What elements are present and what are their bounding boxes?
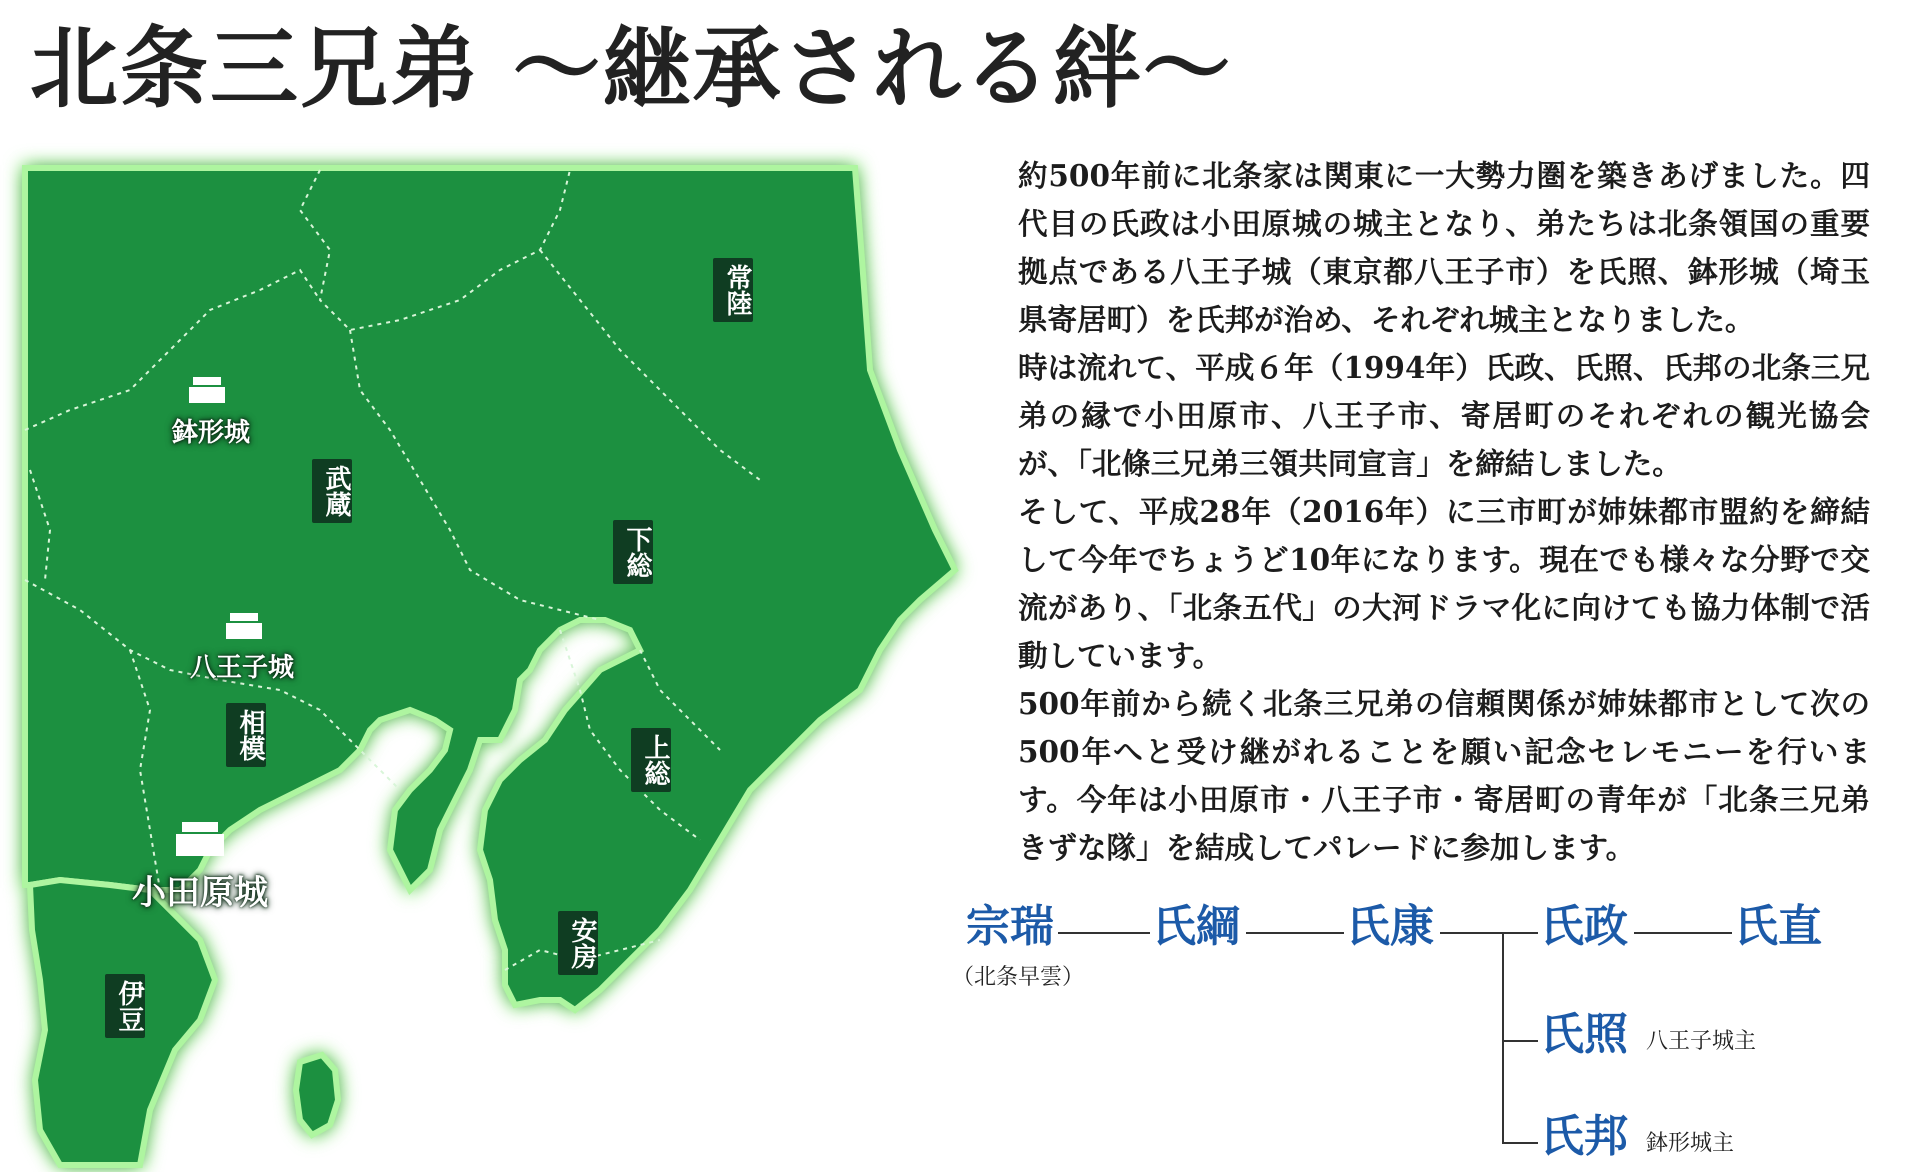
province-label-shimousa: 下総 — [613, 520, 653, 584]
tree-connector — [1440, 932, 1538, 934]
description-paragraph: 500年前から続く北条三兄弟の信頼関係が姉妹都市として次の500年へと受け継がれることを願い記念セレモニーを行います。今年は小田原市・八王子市・寄居町の青年が「北条三兄弟きずな隊」を結成してパレードに参加します。 — [1018, 686, 1870, 865]
tree-note-ujikuni: 鉢形城主 — [1646, 1131, 1735, 1156]
tree-connector — [1058, 932, 1150, 934]
kanto-map — [0, 150, 1000, 1172]
family-tree — [930, 890, 1890, 1172]
land-island — [296, 1055, 338, 1135]
tree-node-ujikuni: 氏邦 — [1540, 1111, 1628, 1162]
province-label-hitachi: 常陸 — [713, 258, 753, 322]
tree-note-ujiteru: 八王子城主 — [1646, 1029, 1757, 1054]
castle-icon — [189, 377, 225, 403]
kanto-map-graphic — [0, 150, 1000, 1172]
tree-node-ujitsuna: 氏綱 — [1152, 901, 1240, 952]
castle-label-odawara: 小田原城 — [132, 873, 268, 913]
castle-label-hachioji: 八王子城 — [190, 653, 295, 683]
description-paragraph: そして、平成28年（2016年）に三市町が姉妹都市盟約を締結して今年でちょうど10年になります。現在でも様々な分野で交流があり、「北条五代」の大河ドラマ化に向けても協力体制で活動しています。 — [1018, 494, 1870, 673]
tree-branch-line — [1502, 932, 1504, 1142]
castle-icon — [176, 822, 224, 856]
tree-node-ujiyasu: 氏康 — [1346, 901, 1434, 952]
page-title: 北条三兄弟 〜継承される絆〜 — [30, 16, 1233, 120]
province-label-awa: 安房 — [558, 911, 598, 975]
tree-node-ujiteru: 氏照 — [1540, 1009, 1628, 1060]
tree-connector — [1634, 932, 1732, 934]
description-paragraph: 約500年前に北条家は関東に一大勢力圏を築きあげました。四代目の氏政は小田原城の城主となり、弟たちは北条領国の重要拠点である八王子城（東京都八王子市）を氏照、鉢形城（埼玉県寄居町）を氏邦が治め、それぞれ城主となりました。 — [1018, 158, 1870, 337]
castle-label-hachigata: 鉢形城 — [172, 418, 251, 448]
province-label-sagami: 相模 — [226, 703, 266, 767]
tree-node-ujinao: 氏直 — [1734, 901, 1822, 952]
province-label-kazusa: 上総 — [631, 728, 671, 792]
province-label-izu: 伊豆 — [105, 974, 145, 1038]
description-paragraph: 時は流れて、平成６年（1994年）氏政、氏照、氏邦の北条三兄弟の縁で小田原市、八王子市、寄居町のそれぞれの観光協会が、「北條三兄弟三領共同宣言」を締結しました。 — [1018, 350, 1870, 481]
castle-icon — [226, 613, 262, 639]
province-label-musashi: 武蔵 — [312, 459, 352, 523]
tree-branch-tick — [1502, 1142, 1538, 1144]
tree-connector — [1246, 932, 1344, 934]
description-text — [1018, 152, 1870, 872]
tree-branch-tick — [1502, 1040, 1538, 1042]
tree-note-sozui-alias: （北条早雲） — [952, 965, 1085, 990]
tree-node-sozui: 宗瑞 — [966, 901, 1054, 952]
tree-node-ujimasa: 氏政 — [1540, 901, 1628, 952]
